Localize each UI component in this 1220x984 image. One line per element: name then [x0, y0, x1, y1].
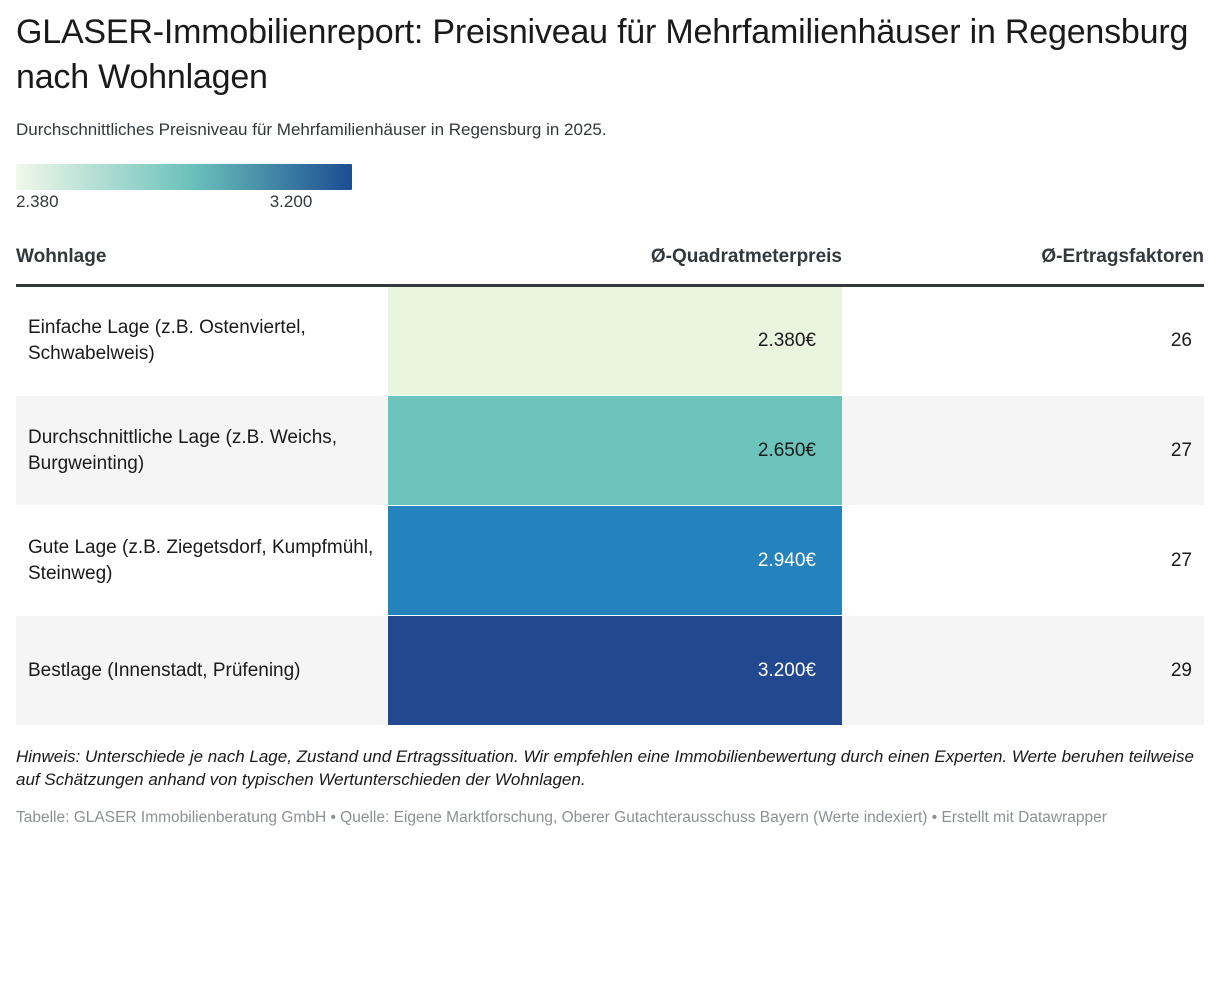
- footnote: Hinweis: Unterschiede je nach Lage, Zustand und Ertragssituation. Wir empfehlen eine Immobilienbewertung durch einen Experten. Werte beruhen teilweise auf Schätzungen anhand von typischen Wertunterschieden der Wohnlagen.: [16, 747, 1194, 789]
- cell-quadratmeterpreis: [388, 506, 842, 616]
- table-body: [16, 286, 1204, 726]
- column-header-wohnlage[interactable]: Wohnlage: [16, 246, 388, 286]
- cell-ertragsfaktor: 26: [842, 286, 1204, 396]
- cell-quadratmeterpreis-value: 2.650€: [757, 439, 816, 461]
- color-legend-max-label: 3.200: [269, 192, 313, 212]
- page-title: GLASER-Immobilienreport: Preisniveau für Mehrfamilienhäuser in Regensburg nach Wohnlagen: [16, 13, 1189, 97]
- cell-wohnlage: Bestlage (Innenstadt, Prüfening): [16, 616, 388, 726]
- table-row: [16, 616, 1204, 726]
- cell-quadratmeterpreis: [388, 286, 842, 396]
- table-row: [16, 396, 1204, 506]
- cell-quadratmeterpreis: [388, 616, 842, 726]
- cell-ertragsfaktor: 27: [842, 506, 1204, 616]
- cell-quadratmeterpreis-value: 2.380€: [757, 330, 816, 352]
- cell-quadratmeterpreis-value: 2.940€: [757, 549, 816, 571]
- page-subtitle: Durchschnittliches Preisniveau für Mehrfamilienhäuser in Regensburg in 2025.: [16, 120, 607, 140]
- cell-wohnlage: Einfache Lage (z.B. Ostenviertel, Schwabelweis): [16, 286, 388, 396]
- cell-quadratmeterpreis: [388, 396, 842, 506]
- column-header-ertragsfaktoren[interactable]: Ø-Ertragsfaktoren: [842, 246, 1204, 286]
- cell-wohnlage: Durchschnittliche Lage (z.B. Weichs, Burgweinting): [16, 396, 388, 506]
- color-legend-gradient: [16, 164, 352, 190]
- cell-ertragsfaktor: 29: [842, 616, 1204, 726]
- table-head: [16, 246, 1204, 286]
- color-legend-labels: [16, 192, 352, 218]
- table-header-row: [16, 246, 1204, 286]
- color-legend: [16, 164, 352, 218]
- table-row: [16, 506, 1204, 616]
- source-credit: Tabelle: GLASER Immobilienberatung GmbH • Quelle: Eigene Marktforschung, Oberer Gutachterausschuss Bayern (Werte indexiert) • Erstellt mit Datawrapper: [16, 809, 1107, 827]
- cell-quadratmeterpreis-value: 3.200€: [757, 659, 816, 681]
- data-table: [16, 246, 1204, 726]
- column-header-quadratmeterpreis[interactable]: Ø-Quadratmeterpreis: [388, 246, 842, 286]
- color-legend-min-label: 2.380: [16, 192, 59, 212]
- cell-ertragsfaktor: 27: [842, 396, 1204, 506]
- cell-wohnlage: Gute Lage (z.B. Ziegetsdorf, Kumpfmühl, Steinweg): [16, 506, 388, 616]
- table-row: [16, 286, 1204, 396]
